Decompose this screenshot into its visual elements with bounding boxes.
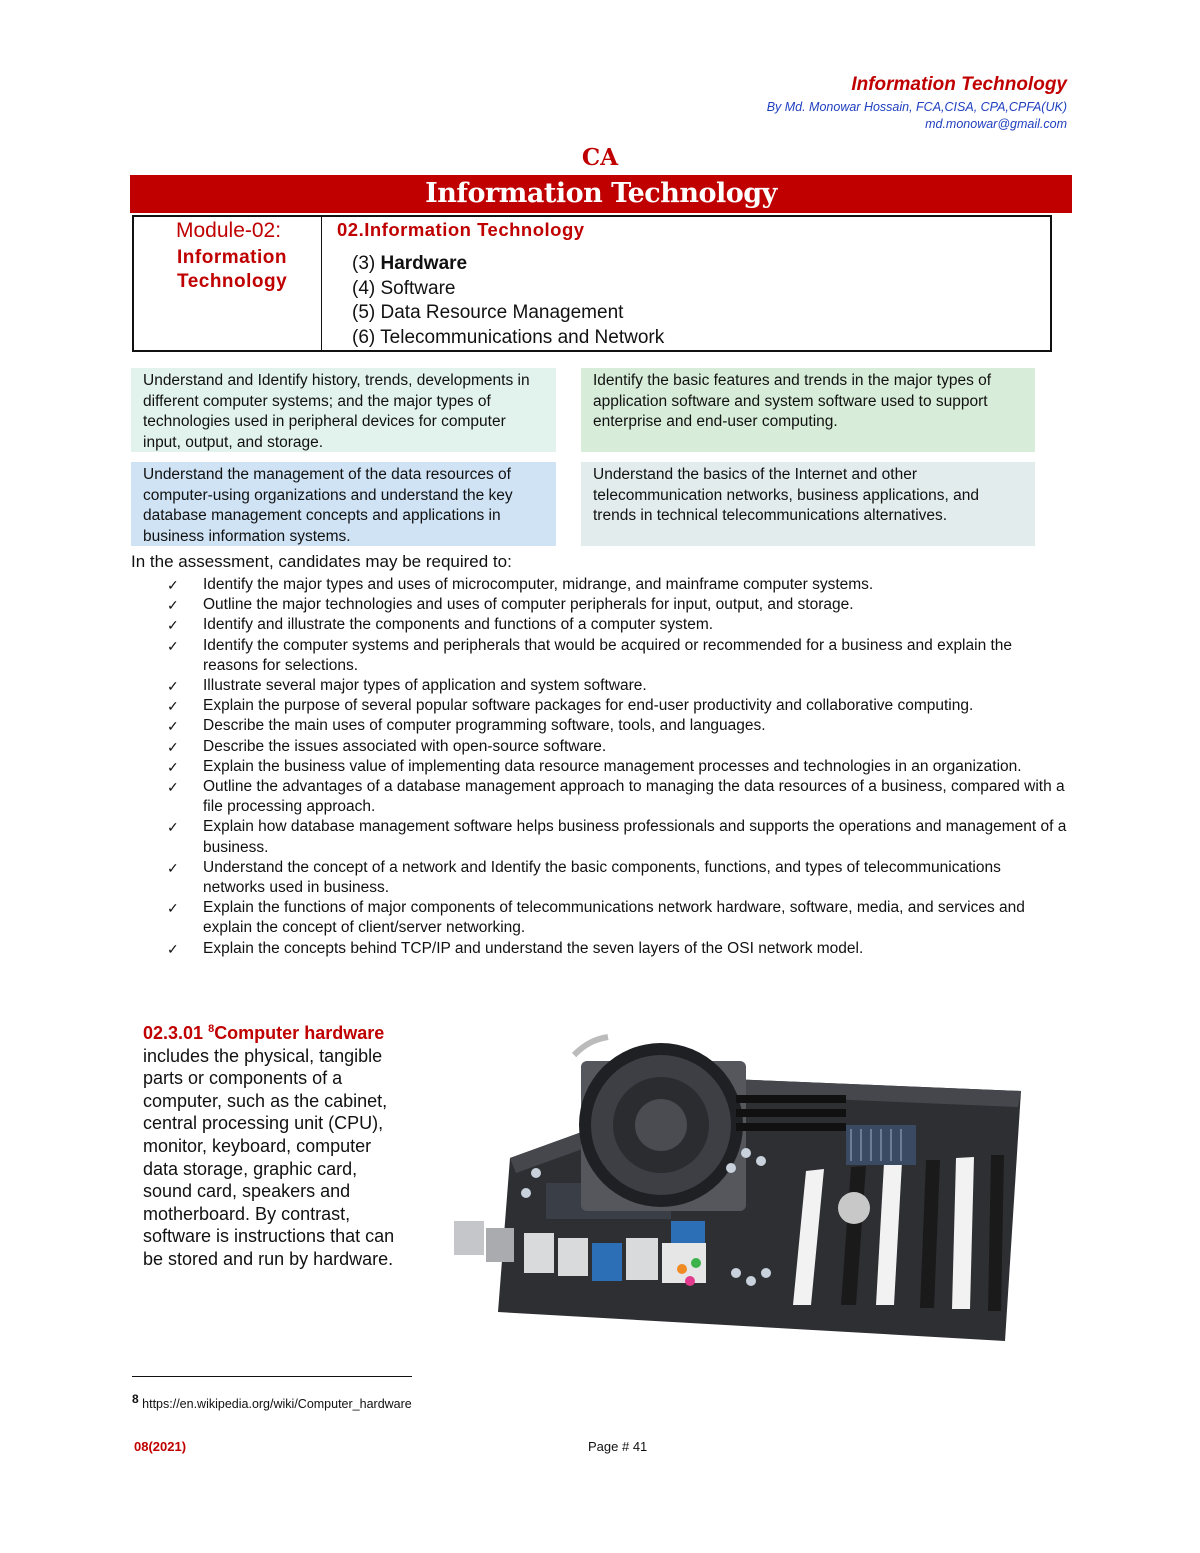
section-number: 02.3.01 [143, 1023, 209, 1043]
checkmark-icon: ✓ [167, 940, 179, 957]
checklist-item [167, 696, 1067, 716]
topic-text: Telecommunications and Network [380, 326, 665, 348]
checkmark-icon: ✓ [167, 597, 179, 614]
checklist-item [167, 716, 1067, 736]
module-name-line2: Technology [177, 271, 288, 292]
module-name [177, 246, 287, 294]
module-name-line1: Information [177, 247, 287, 268]
topic-item [352, 326, 664, 351]
banner-title: Information Technology [130, 175, 1072, 213]
course-title: CA [581, 144, 619, 171]
topic-item [352, 301, 664, 326]
checkmark-icon: ✓ [167, 637, 179, 654]
topic-num: (5) [352, 302, 381, 323]
checklist-item [167, 595, 1067, 615]
module-heading: 02.Information Technology [337, 219, 585, 240]
checklist-text: Explain the concepts behind TCP/IP and understand the seven layers of the OSI network model. [203, 939, 864, 957]
checklist-text: Describe the issues associated with open-source software. [203, 737, 607, 755]
objective-card-data: Understand the management of the data resources of computer-using organizations and understand the key database management concepts and applications in business information systems. [131, 462, 556, 546]
checkmark-icon: ✓ [167, 718, 179, 735]
checkmark-icon: ✓ [167, 900, 179, 917]
topic-item [352, 277, 664, 302]
checklist-text: Outline the major technologies and uses of computer peripherals for input, output, and storage. [203, 596, 854, 614]
footnote-number: 8 [132, 1392, 139, 1406]
cmos-battery [838, 1192, 870, 1224]
section-term-1: Computer [214, 1023, 300, 1043]
module-label: Module-02: [176, 219, 282, 242]
checkmark-icon: ✓ [167, 617, 179, 634]
checklist-text: Outline the advantages of a database management approach to managing the data resources of a business, compared with a file processing approach. [203, 778, 1065, 816]
checkmark-icon: ✓ [167, 758, 179, 775]
checkmark-icon: ✓ [167, 738, 179, 755]
checkmark-icon: ✓ [167, 859, 179, 876]
objective-card-hardware: Understand and Identify history, trends, developments in different computer systems; and the major types of technologies used in peripheral devices for computer input, output, and storage. [131, 368, 556, 452]
checklist-text: Explain the business value of implementing data resource management processes and technologies in an organization. [203, 757, 1022, 775]
topic-num: (4) [352, 277, 381, 299]
checkmark-icon: ✓ [167, 779, 179, 796]
footnote-link[interactable]: https://en.wikipedia.org/wiki/Computer_hardware [138, 1397, 412, 1412]
topic-num: (3) [352, 253, 381, 274]
checklist-item [167, 939, 1067, 959]
checkmark-icon: ✓ [167, 698, 179, 715]
ram-slots [736, 1095, 846, 1131]
checklist-text: Identify and illustrate the components and functions of a computer system. [203, 616, 714, 634]
checklist-text: Understand the concept of a network and Identify the basic components, functions, and types of telecommunications networks used in business. [203, 858, 1001, 897]
module-topics [352, 252, 664, 350]
checklist-text: Identify the major types and uses of microcomputer, midrange, and mainframe computer systems. [203, 576, 874, 593]
checklist-item [167, 575, 1067, 595]
footnote-ref: 8 [208, 1023, 215, 1035]
checklist-item [167, 817, 1067, 857]
footnote-separator [132, 1376, 412, 1377]
assessment-intro: In the assessment, candidates may be required to: [131, 552, 512, 571]
topic-item [352, 252, 664, 277]
checklist-text: Explain the functions of major components of telecommunications network hardware, software, media, and services and explain the concept of client/server networking. [203, 899, 1025, 937]
hardware-paragraph [143, 1018, 411, 1271]
checklist-text: Explain the purpose of several popular software packages for end-user productivity and collaborative computing. [203, 697, 974, 715]
checklist-item [167, 757, 1067, 777]
footer-edition: 08(2021) [134, 1439, 187, 1454]
fan-cable [574, 1037, 608, 1055]
checklist-text: Describe the main uses of computer programming software, tools, and languages. [203, 717, 766, 735]
cpu-cooler [579, 1043, 746, 1211]
header-author: By Md. Monowar Hossain, FCA,CISA, CPA,CPFA(UK) [766, 100, 1067, 114]
topic-text: Software [380, 277, 456, 299]
checklist-item [167, 615, 1067, 635]
checklist-text: Explain how database management software helps business professionals and supports the operations and management of a business. [203, 818, 1067, 856]
section-body: includes the physical, tangible parts or components of a computer, such as the cabinet, central processing unit (CPU), monitor, keyboard, computer data storage, graphic card, sound card, speakers and motherboard. By contrast, software is instructions that can be stored and run by hardware. [143, 1045, 395, 1269]
section-term-2: hardware [304, 1023, 385, 1043]
topic-text: Data Resource Management [380, 302, 624, 323]
assessment-checklist [167, 575, 1067, 959]
checklist-item [167, 636, 1067, 676]
module-box-divider [321, 217, 322, 350]
checklist-item [167, 737, 1067, 757]
checklist-item [167, 858, 1067, 898]
topic-text: Hardware [380, 253, 468, 274]
checklist-text: Identify the computer systems and peripherals that would be acquired or recommended for a business and explain the reasons for selections. [203, 636, 1013, 674]
topic-num: (6) [352, 326, 381, 348]
checklist-text: Illustrate several major types of application and system software. [203, 677, 647, 695]
checkmark-icon: ✓ [167, 678, 179, 695]
checkmark-icon: ✓ [167, 577, 179, 593]
footnote [132, 1392, 412, 1411]
motherboard-image [446, 1033, 1026, 1348]
checklist-item [167, 898, 1067, 938]
checklist-item [167, 777, 1067, 817]
checklist-item [167, 676, 1067, 696]
footer-page-number: Page # 41 [588, 1439, 648, 1454]
objective-card-network: Understand the basics of the Internet and other telecommunication networks, business applications, and trends in technical telecommunications alternatives. [581, 462, 1035, 546]
header-email: md.monowar@gmail.com [925, 117, 1067, 131]
checkmark-icon: ✓ [167, 819, 179, 836]
objective-card-software: Identify the basic features and trends in the major types of application software and system software used to support enterprise and end-user computing. [581, 368, 1035, 452]
header-title: Information Technology [851, 74, 1067, 95]
